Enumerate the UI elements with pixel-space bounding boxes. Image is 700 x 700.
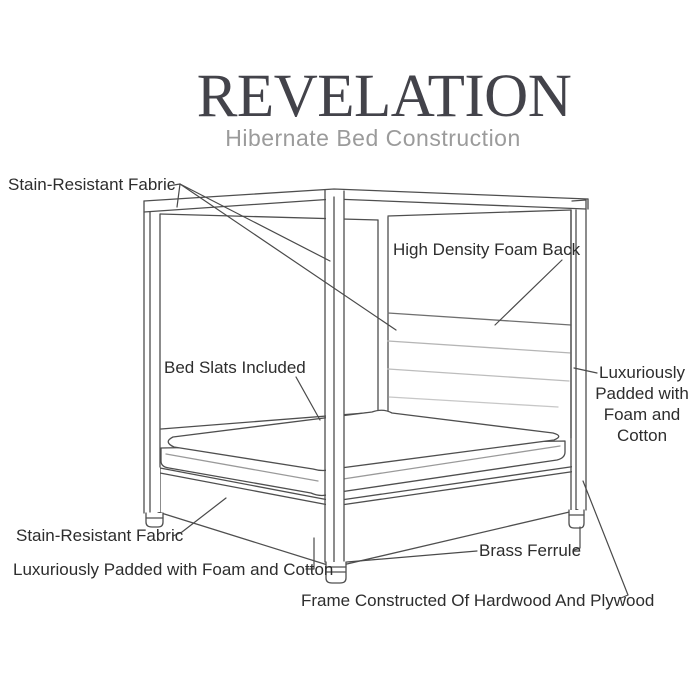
left-post (144, 201, 160, 513)
callout-foam-back: High Density Foam Back (393, 240, 581, 259)
callout-padding-right: Luxuriously Padded with Foam and Cotton (595, 363, 689, 445)
leader-fabric-top-b (180, 184, 330, 261)
leader-ferrule-left (347, 551, 477, 562)
leader-fabric-top-c (180, 184, 396, 330)
callout-fabric-bottom: Stain-Resistant Fabric (16, 526, 184, 545)
callout-padding-bottom: Luxuriously Padded with Foam and Cotton (13, 560, 334, 579)
center-post (325, 190, 344, 562)
diagram-subtitle: Hibernate Bed Construction (225, 125, 521, 151)
brand-title: REVELATION (196, 63, 572, 130)
callout-brass-ferrule: Brass Ferrule (479, 541, 582, 560)
callout-frame-construction: Frame Constructed Of Hardwood And Plywood (301, 591, 655, 610)
mattress (161, 410, 565, 495)
leader-bed-slats (296, 377, 320, 420)
back-post (378, 217, 388, 413)
leader-foam-back (495, 260, 562, 325)
callout-fabric-top: Stain-Resistant Fabric (8, 175, 176, 194)
leader-frame (583, 481, 628, 598)
callout-bed-slats: Bed Slats Included (164, 358, 306, 377)
